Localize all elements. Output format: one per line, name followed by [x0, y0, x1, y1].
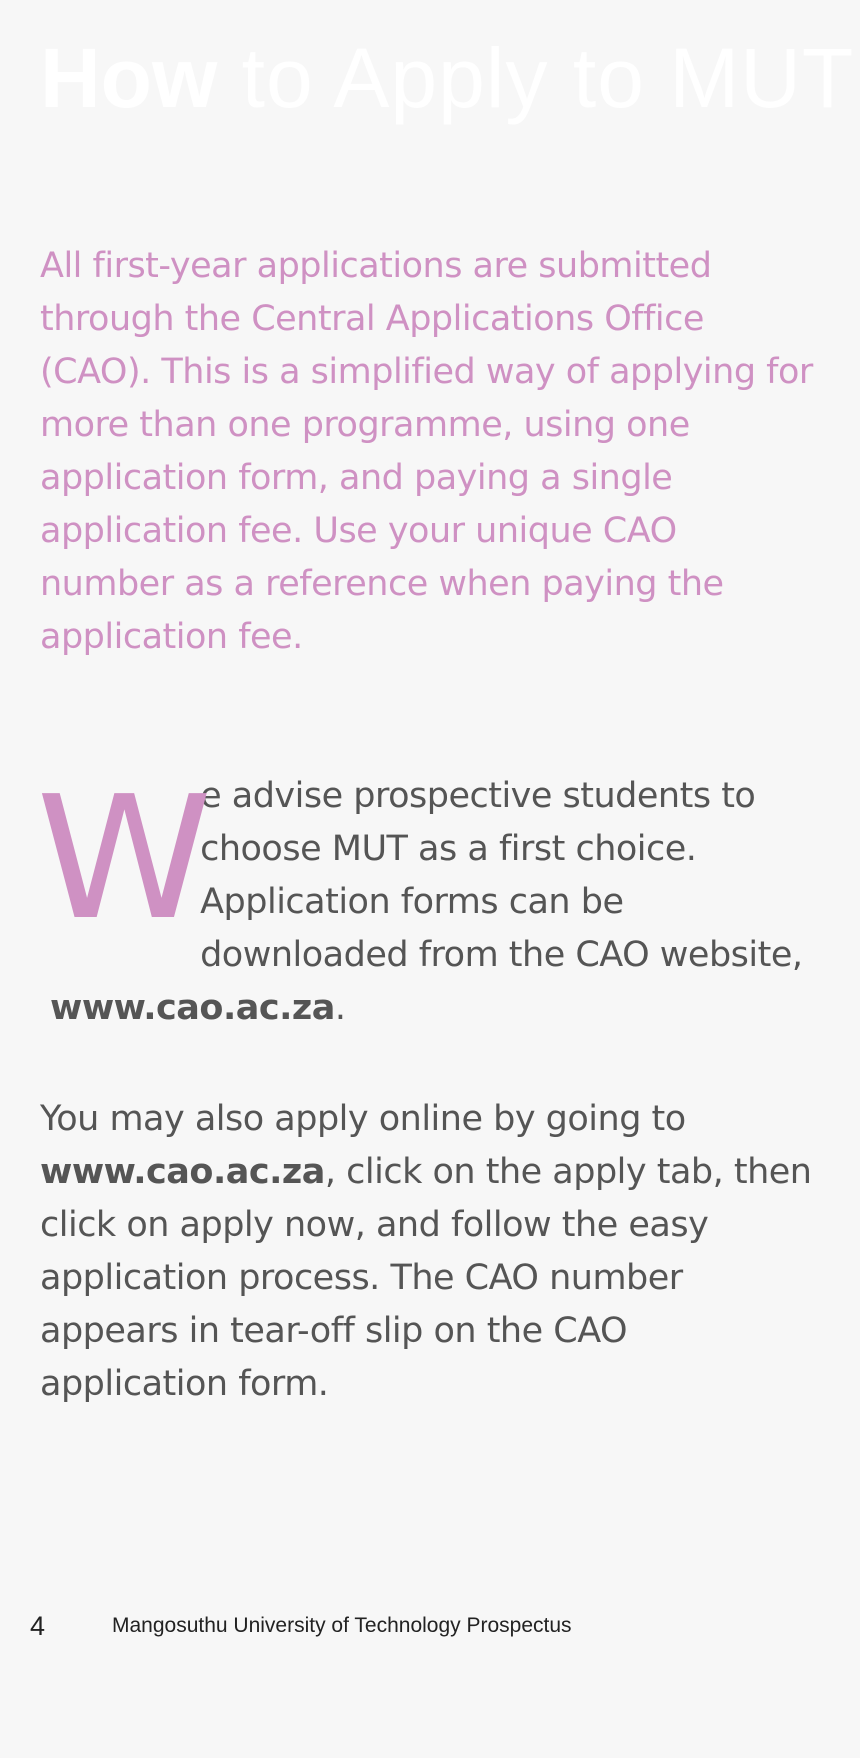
online-prefix: You may also apply online by going to — [40, 1099, 686, 1139]
page-title-rest: to Apply to MUT — [217, 31, 855, 125]
page-number: 4 — [30, 1610, 46, 1641]
online-rest: , click on the apply tab, then click on apply now, and follow the easy application process. The CAO number appears in tear-off slip on the CAO application form. — [40, 1152, 812, 1404]
page-footer — [30, 1608, 572, 1644]
page-title-bold: How — [40, 31, 218, 125]
intro-paragraph: All first-year applications are submitted through the Central Applications Office (CAO). This is a simplified way of applying for more than one programme, using one application form, and paying a single application fee. Use your unique CAO number as a reference when paying the application fee. — [40, 246, 813, 657]
page-title — [40, 18, 854, 138]
drop-cap: W — [36, 760, 202, 958]
cao-online-link[interactable]: www.cao.ac.za — [40, 1152, 325, 1192]
advice-text: e advise prospective students to choose MUT as a first choice. Application forms can be downloaded from the CAO website, — [200, 776, 803, 975]
advice-paragraph — [36, 760, 820, 1035]
publication-name: Mangosuthu University of Technology Prospectus — [112, 1614, 572, 1637]
advice-suffix: . — [334, 988, 346, 1028]
cao-website-link[interactable]: www.cao.ac.za — [50, 988, 335, 1028]
online-paragraph — [40, 1093, 820, 1411]
cao-website-link-wrap — [40, 982, 346, 1035]
